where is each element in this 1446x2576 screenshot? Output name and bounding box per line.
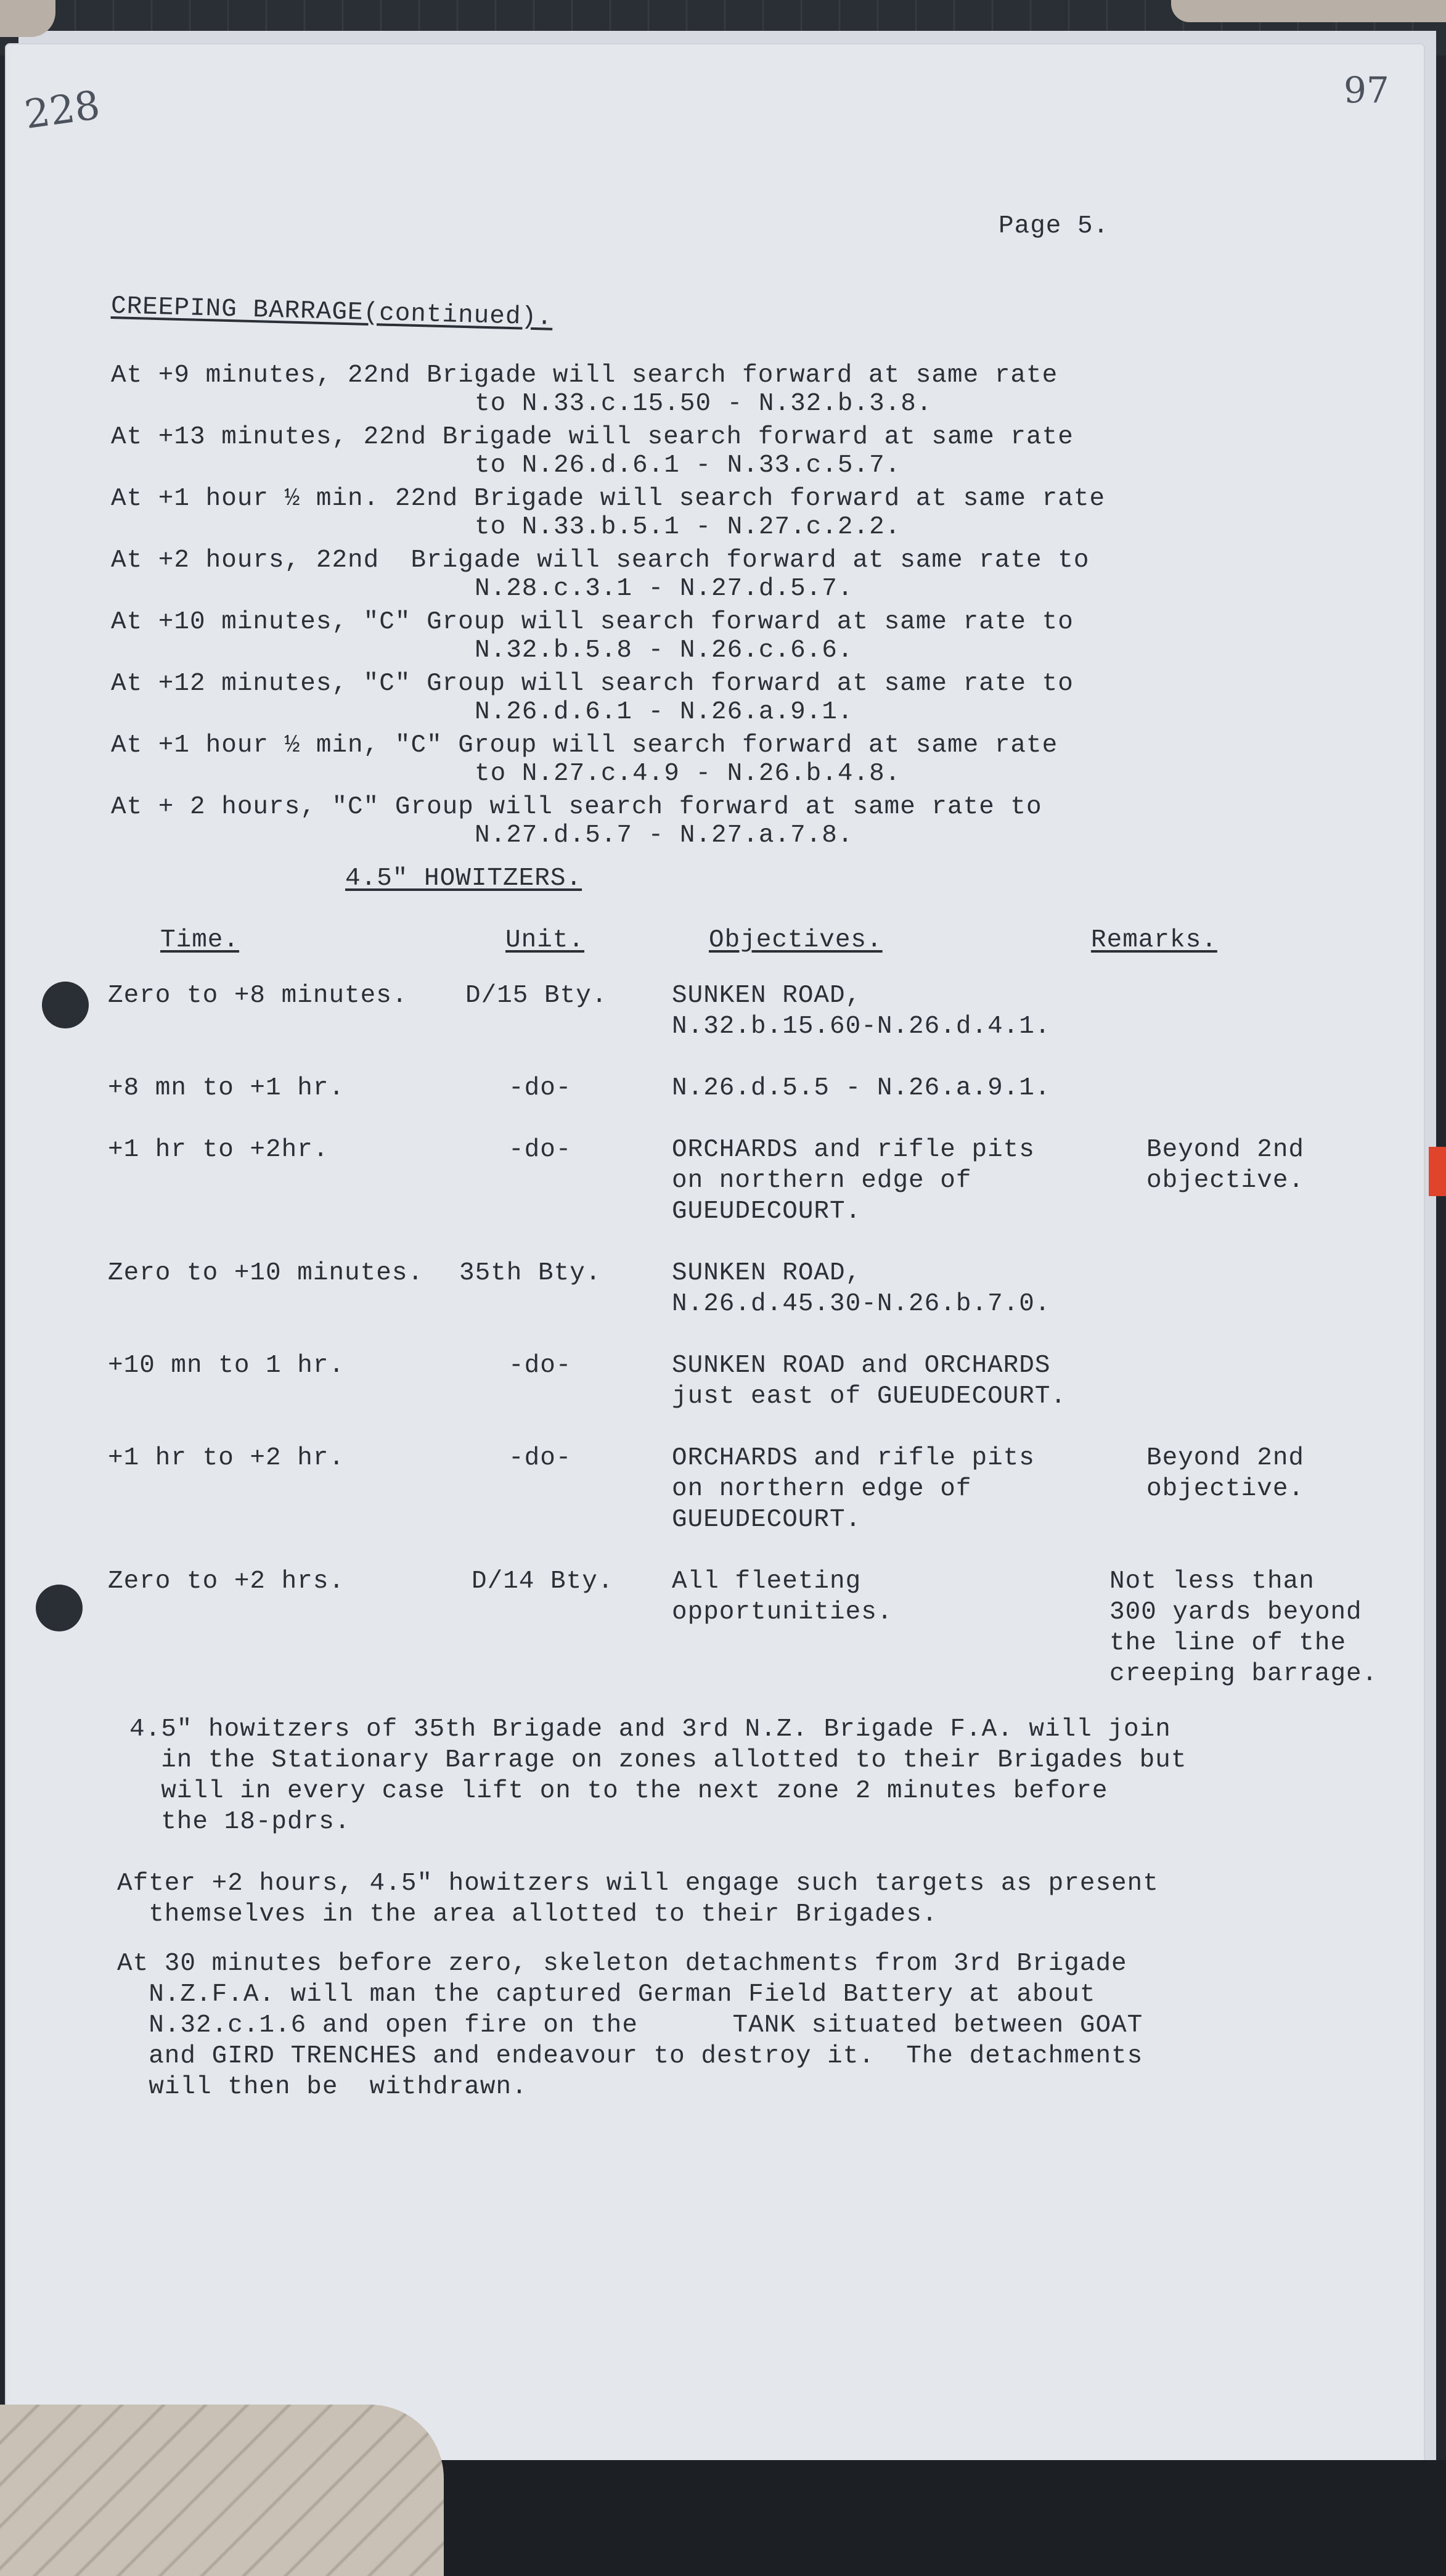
cell-time: Zero to +8 minutes. (108, 982, 408, 1010)
cell-time: +1 hr to +2 hr. (108, 1444, 345, 1472)
creeping-line-target: N.28.c.3.1 - N.27.d.5.7. (475, 575, 854, 603)
creeping-line-target: N.26.d.6.1 - N.26.a.9.1. (475, 698, 854, 726)
cell-unit: 35th Bty. (459, 1259, 602, 1287)
page-number-right: 97 (1344, 69, 1389, 111)
creeping-line-target: to N.26.d.6.1 - N.33.c.5.7. (475, 451, 901, 480)
page-number-left: 228 (22, 82, 103, 139)
cell-unit: -do- (509, 1352, 572, 1380)
cell-time: +8 mn to +1 hr. (108, 1074, 345, 1102)
document-page (6, 44, 1424, 2486)
cell-unit: D/15 Bty. (465, 982, 608, 1010)
paragraph-skeleton-detachments: At 30 minutes before zero, skeleton detachments from 3rd Brigade N.Z.F.A. will man the captured German Field Battery at about N.32.c.1.6 and open fire on the TANK situated between GOAT and GIRD TRENCHES and endeavour to destroy it. The detachments will then be withdrawn. (117, 1950, 1143, 2101)
creeping-line-target: to N.33.b.5.1 - N.27.c.2.2. (475, 513, 901, 541)
binding-cord-top (1171, 0, 1446, 22)
binding-cord-bottom (0, 2405, 444, 2576)
section-title: CREEPING BARRAGE(continued). (110, 292, 553, 332)
creeping-line: At +10 minutes, "C" Group will search forward at same rate to (111, 608, 1074, 636)
howitzers-title: 4.5" HOWITZERS. (345, 864, 582, 893)
creeping-line-target: to N.27.c.4.9 - N.26.b.4.8. (475, 760, 901, 788)
cell-objectives: SUNKEN ROAD and ORCHARDS just east of GUEUDECOURT. (672, 1352, 1067, 1411)
creeping-line: At +1 hour ½ min, "C" Group will search forward at same rate (111, 731, 1058, 760)
header-unit: Unit. (505, 926, 585, 954)
cell-time: Zero to +2 hrs. (108, 1567, 345, 1596)
creeping-line: At +13 minutes, 22nd Brigade will search forward at same rate (111, 423, 1074, 451)
page-label: Page 5. (999, 212, 1109, 240)
creeping-line-target: N.27.d.5.7 - N.27.a.7.8. (475, 821, 854, 850)
header-time: Time. (160, 926, 240, 954)
punch-hole (36, 1585, 83, 1631)
creeping-line: At +2 hours, 22nd Brigade will search forward at same rate to (111, 546, 1090, 575)
cell-unit: -do- (509, 1074, 572, 1102)
header-objectives: Objectives. (709, 926, 883, 954)
paragraph-howitzers-join: 4.5" howitzers of 35th Brigade and 3rd N.Z. Brigade F.A. will join in the Stationary Barrage on zones allotted to their Brigades but will in every case lift on to the next zone 2 minutes before the 18-pdrs. (129, 1715, 1187, 1836)
creeping-line-target: to N.33.c.15.50 - N.32.b.3.8. (475, 390, 933, 418)
creeping-line: At +12 minutes, "C" Group will search forward at same rate to (111, 670, 1074, 698)
cell-remarks: Beyond 2nd objective. (1146, 1136, 1305, 1195)
cell-remarks: Not less than 300 yards beyond the line of the creeping barrage. (1109, 1567, 1378, 1688)
cell-remarks: Beyond 2nd objective. (1146, 1444, 1305, 1503)
cell-objectives: N.26.d.5.5 - N.26.a.9.1. (672, 1074, 1051, 1102)
cell-objectives: All fleeting opportunities. (672, 1567, 893, 1626)
cell-time: Zero to +10 minutes. (108, 1259, 424, 1287)
cell-time: +1 hr to +2hr. (108, 1136, 329, 1164)
creeping-line: At +9 minutes, 22nd Brigade will search forward at same rate (111, 361, 1058, 390)
cell-time: +10 mn to 1 hr. (108, 1352, 345, 1380)
cell-objectives: ORCHARDS and rifle pits on northern edge of GUEUDECOURT. (672, 1136, 1035, 1226)
cell-unit: D/14 Bty. (472, 1567, 614, 1596)
cell-unit: -do- (509, 1444, 572, 1472)
cell-objectives: SUNKEN ROAD, N.32.b.15.60-N.26.d.4.1. (672, 982, 1051, 1041)
creeping-line: At + 2 hours, "C" Group will search forward at same rate to (111, 793, 1042, 821)
cell-objectives: SUNKEN ROAD, N.26.d.45.30-N.26.b.7.0. (672, 1259, 1051, 1318)
creeping-line: At +1 hour ½ min. 22nd Brigade will search forward at same rate (111, 485, 1106, 513)
cell-unit: -do- (509, 1136, 572, 1164)
paragraph-after-two-hours: After +2 hours, 4.5" howitzers will engage such targets as present themselves in the area allotted to their Brigades. (117, 1869, 1159, 1929)
red-marker-tab (1429, 1147, 1446, 1196)
punch-hole (42, 982, 89, 1028)
header-remarks: Remarks. (1091, 926, 1217, 954)
cell-objectives: ORCHARDS and rifle pits on northern edge of GUEUDECOURT. (672, 1444, 1035, 1534)
creeping-line-target: N.32.b.5.8 - N.26.c.6.6. (475, 636, 854, 665)
